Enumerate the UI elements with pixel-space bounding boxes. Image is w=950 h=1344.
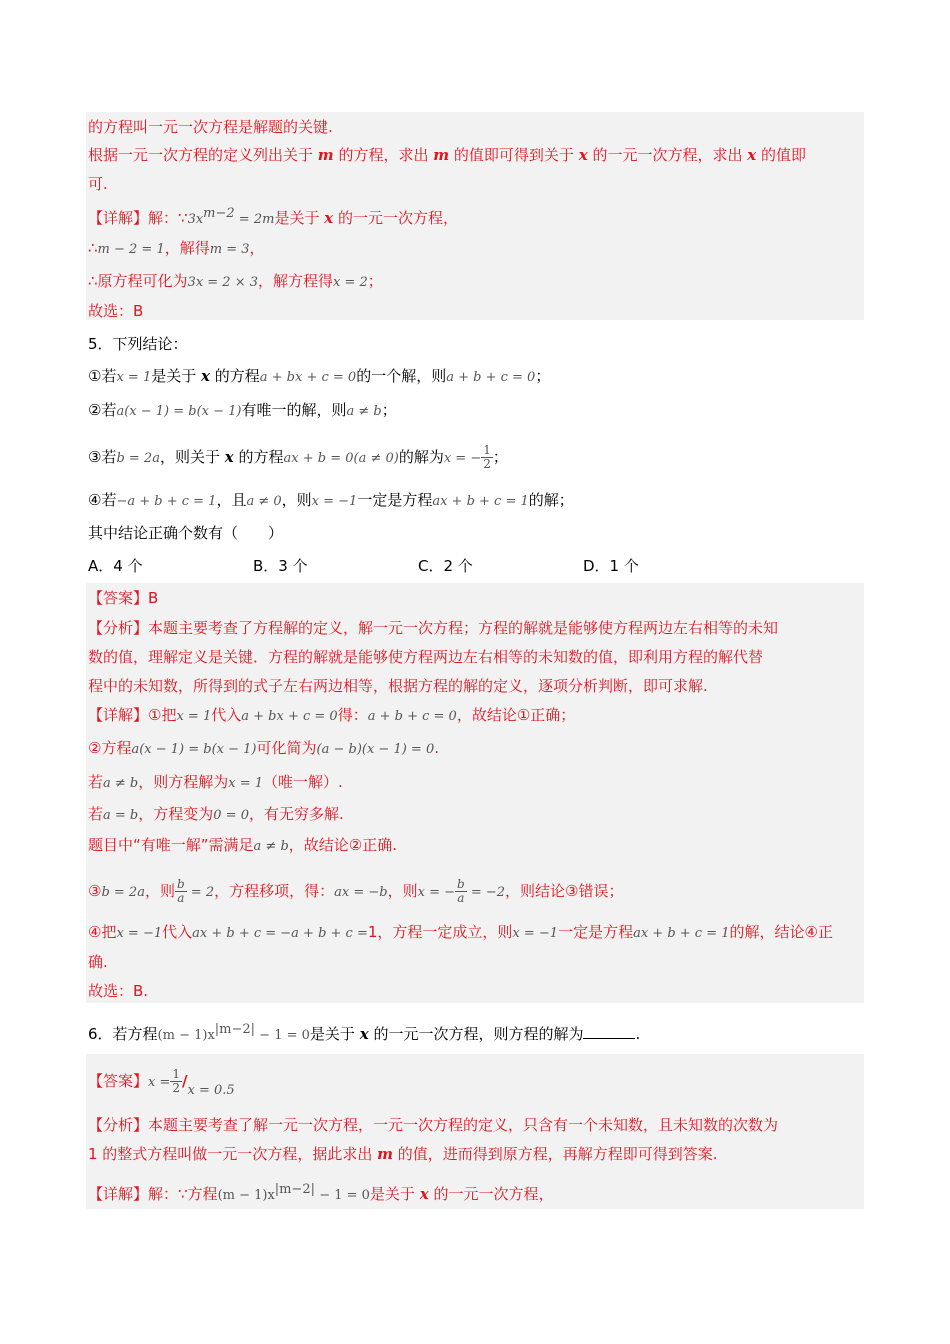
solution-block-q4 [86,112,864,320]
question-5-stem: 5．下列结论： [88,335,188,353]
solution-block-q5 [86,583,864,1003]
question-5-ask: 其中结论正确个数有（ ） [88,524,284,542]
analysis-line: 【分析】本题主要考查了方程解的定义，解一元一次方程；方程的解就是能够使方程两边左右相等的未知 [88,619,779,637]
detail-line: 故选：B. [88,982,149,1000]
analysis-line: 【分析】本题主要考查了解一元一次方程，一元一次方程的定义，只含有一个未知数，且未知数的次数为 [88,1116,779,1134]
fraction: $\frac{b}{a}$ [457,877,465,905]
detail-line: 【详解】解：∵方程$(m - 1)x^{|m-2|} - 1 = 0$是关于 x 的一元一次方程， [88,1182,554,1203]
text-line: 根据一元一次方程的定义列出关于 m 的方程，求出 m 的值即可得到关于 x 的一元一次方程，求出 x 的值即 [88,146,806,164]
answer-line: 【答案】x = $\frac{1}{2}$ /x = 0.5 [88,1067,235,1098]
option-d: D．1 个 [583,557,639,575]
text-line: 的方程叫一元一次方程是解题的关键. [88,118,333,136]
option-row [88,555,788,577]
conclusion-3: ③若b = 2a，则关于 x 的方程ax + b = 0(a ≠ 0)的解为x = − $\frac{1}{2}$ ； [88,443,508,471]
option-a: A．4 个 [88,557,143,575]
detail-line: ③b = 2a，则 $\frac{b}{a}$ = 2，方程移项，得：ax = −b，则x = − $\frac{b}{a}$ = −2，则结论③错误； [88,877,624,905]
fraction: $\frac{b}{a}$ [176,877,185,905]
detail-line: 【详解】解：$\because 3x^{m-2} = 2m$是关于 x 的一元一次方程， [88,206,458,227]
detail-line: 题目中“有唯一解”需满足a ≠ b，故结论②正确. [88,836,397,854]
text-line: 可. [88,175,108,193]
answer-blank[interactable] [583,1024,635,1039]
conclusion-4: ④若−a + b + c = 1，且a ≠ 0，则x = −1一定是方程ax + b + c = 1的解； [88,491,574,509]
detail-line: 若a = b，方程变为0 = 0，有无穷多解. [88,805,344,823]
conclusion-2: ②若a(x − 1) = b(x − 1)有唯一的解，则a ≠ b； [88,401,397,419]
answer-line: 【答案】B [88,589,159,607]
detail-line: 【详解】①把x = 1代入a + bx + c = 0得：a + b + c = 0，故结论①正确； [88,706,576,724]
analysis-line: 数的值，理解定义是关键．方程的解就是能够使方程两边左右相等的未知数的值，即利用方程的解代替 [88,648,764,666]
solution-block-q6 [86,1054,864,1209]
text-line: 故选：B [88,302,144,320]
text-line: ∴原方程可化为3x = 2 × 3，解方程得x = 2； [88,272,383,290]
detail-line: ②方程a(x − 1) = b(x − 1)可化简为(a − b)(x − 1) = 0. [88,739,440,757]
detail-line: 确. [88,953,108,971]
fraction: $\frac{1}{2}$ [483,443,491,471]
question-6-stem: 6．若方程$(m - 1)x^{|m-2|} - 1 = 0$是关于 x 的一元一次方程，则方程的解为 . [88,1022,641,1043]
detail-line: ④把x = −1代入ax + b + c = −a + b + c =1，方程一定成立，则x = −1一定是方程ax + b + c = 1的解，结论④正 [88,923,833,941]
analysis-line: 1 的整式方程叫做一元一次方程，据此求出 m 的值，进而得到原方程，再解方程即可得到答案. [88,1145,718,1163]
conclusion-1: ①若x = 1是关于 x 的方程a + bx + c = 0的一个解，则a + b + c = 0； [88,367,551,385]
detail-line: 若a ≠ b，则方程解为x = 1（唯一解）. [88,773,343,791]
text-line: ∴m − 2 = 1，解得m = 3， [88,239,265,257]
analysis-line: 程中的未知数，所得到的式子左右两边相等，根据方程的解的定义，逐项分析判断，即可求解. [88,677,708,695]
fraction: $\frac{1}{2}$ [172,1067,181,1095]
option-c: C．2 个 [418,557,473,575]
option-b: B．3 个 [253,557,308,575]
